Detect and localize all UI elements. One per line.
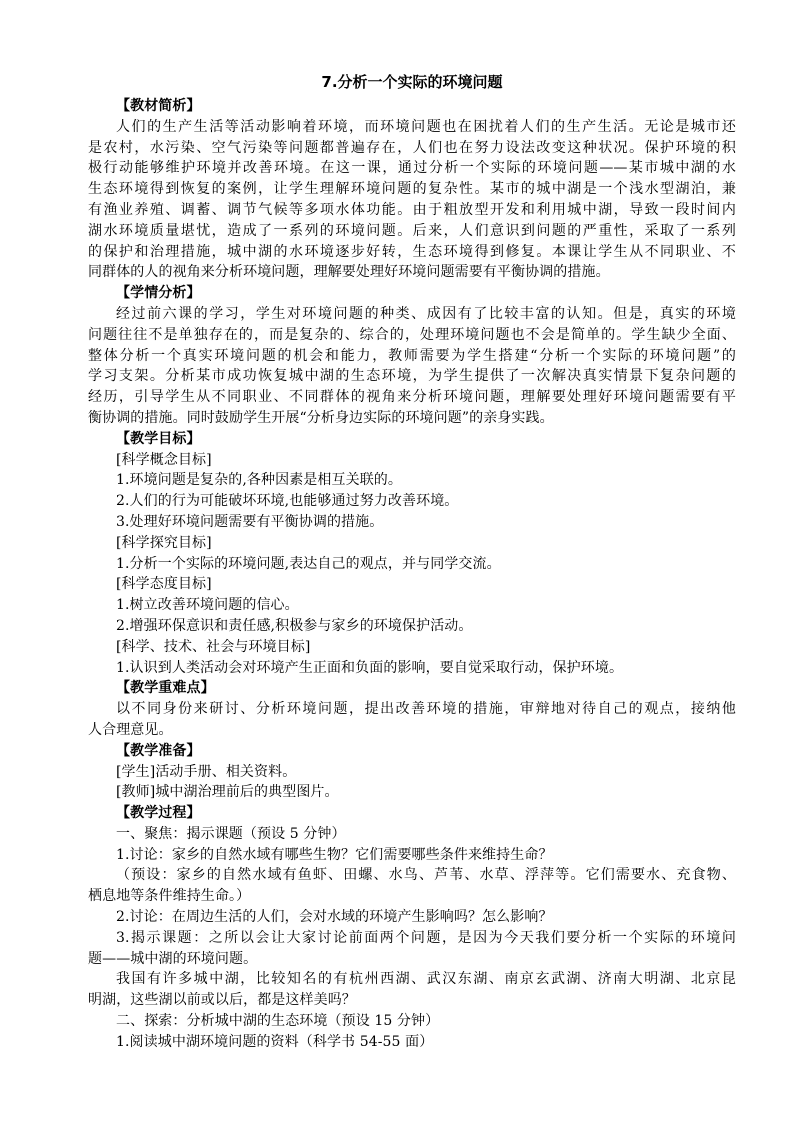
section-heading-learner-analysis: 【学情分析】 — [116, 285, 201, 302]
process-item: 1.讨论：家乡的自然水域有哪些生物？它们需要哪些条件来维持生命？ — [116, 846, 553, 863]
process-item: 栖息地等条件维持生命。） — [88, 888, 251, 905]
paragraph-line: 是农村，水污染、空气污染等问题都普遍存在，人们也在努力设法改变这种状况。保护环境的积 — [88, 139, 736, 156]
paragraph-line: 整体分析一个真实环境问题的机会和能力，教师需要为学生搭建“分析一个实际的环境问题”的 — [88, 347, 736, 364]
subheading-science-inquiry: [科学探究目标] — [116, 534, 212, 551]
paragraph-line: 人合理意见。 — [88, 721, 173, 738]
subheading-science-concept: [科学概念目标] — [116, 451, 212, 468]
process-item: 我国有许多城中湖，比较知名的有杭州西湖、武汉东湖、南京玄武湖、济南大明湖、北京昆 — [116, 971, 736, 988]
document-page — [88, 72, 736, 1053]
section-heading-key-points: 【教学重难点】 — [116, 680, 215, 697]
paragraph-line: 同群体的人的视角来分析环境问题，理解要处理好环境问题需要有平衡协调的措施。 — [88, 264, 610, 281]
document-title: 7.分析一个实际的环境问题 — [321, 73, 503, 91]
goal-item: 1.树立改善环境问题的信心。 — [116, 597, 299, 614]
prep-item-student: [学生]活动手册、相关资料。 — [116, 763, 297, 780]
process-item: 题——城中湖的环境问题。 — [88, 950, 258, 967]
process-item: （预设：家乡的自然水域有鱼虾、田螺、水鸟、芦苇、水草、浮萍等。它们需要水、充食物、 — [116, 867, 736, 884]
paragraph-line: 生态环境得到恢复的案例，让学生理解环境问题的复杂性。某市的城中湖是一个浅水型湖泊，兼 — [88, 181, 736, 198]
goal-item: 2.人们的行为可能破坏环境,也能够通过努力改善环境。 — [116, 493, 459, 510]
goal-item: 1.分析一个实际的环境问题,表达自己的观点，并与同学交流。 — [116, 555, 501, 572]
goal-item: 1.认识到人类活动会对环境产生正面和负面的影响，要自觉采取行动，保护环境。 — [116, 659, 624, 676]
paragraph-line: 有渔业养殖、调蓄、调节气候等多项水体功能。由于粗放型开发和利用城中湖，导致一段时间内 — [88, 201, 736, 218]
section-heading-preparation: 【教学准备】 — [116, 742, 201, 759]
process-item: 1.阅读城中湖环境问题的资料（科学书 54-55 面） — [116, 1033, 434, 1050]
paragraph-line: 的保护和治理措施，城中湖的水环境逐步好转，生态环境得到修复。本课让学生从不同职业、不 — [88, 243, 736, 260]
section-heading-teaching-goals: 【教学目标】 — [116, 430, 201, 447]
subheading-sts: [科学、技术、社会与环境目标] — [116, 638, 311, 655]
goal-item: 3.处理好环境问题需要有平衡协调的措施。 — [116, 513, 384, 530]
goal-item: 2.增强环保意识和责任感,积极参与家乡的环境保护活动。 — [116, 617, 473, 634]
paragraph-line: 以不同身份来研讨、分析环境问题，提出改善环境的措施，审辩地对待自己的观点，接纳他 — [116, 701, 736, 718]
prep-item-teacher: [教师]城中湖治理前后的典型图片。 — [116, 784, 339, 801]
paragraph-line: 湖水环境质量堪忧，造成了一系列的环境问题。后来，人们意识到问题的严重性，采取了一系列 — [88, 222, 736, 239]
process-item: 明湖，这些湖以前或以后，都是这样美吗？ — [88, 992, 356, 1009]
section-heading-textbook-analysis: 【教材简析】 — [116, 98, 201, 114]
paragraph-line: 极行动能够维护环境并改善环境。在这一课，通过分析一个实际的环境问题——某市城中湖的水 — [88, 160, 736, 177]
paragraph-line: 经过前六课的学习，学生对环境问题的种类、成因有了比较丰富的认知。但是，真实的环境 — [116, 305, 736, 322]
paragraph-line: 经历，引导学生从不同职业、不同群体的视角来分析环境问题，理解要处理好环境问题需要有平 — [88, 389, 736, 406]
process-step-title: 一、聚焦：揭示课题（预设 5 分钟） — [116, 825, 346, 842]
process-item: 3.揭示课题：之所以会让大家讨论前面两个问题，是因为今天我们要分析一个实际的环境问 — [116, 929, 736, 946]
subheading-science-attitude: [科学态度目标] — [116, 576, 212, 593]
process-step-title: 二、探索：分析城中湖的生态环境（预设 15 分钟） — [116, 1013, 440, 1030]
goal-item: 1.环境问题是复杂的,各种因素是相互关联的。 — [116, 472, 403, 489]
process-item: 2.讨论：在周边生活的人们，会对水域的环境产生影响吗？怎么影响？ — [116, 909, 553, 926]
paragraph-line: 人们的生产生活等活动影响着环境，而环境问题也在困扰着人们的生产生活。无论是城市还 — [116, 118, 736, 135]
paragraph-line: 衡协调的措施。同时鼓励学生开展“分析身边实际的环境问题”的亲身实践。 — [88, 409, 554, 426]
paragraph-line: 学习支架。分析某市成功恢复城中湖的生态环境，为学生提供了一次解决真实情景下复杂问题的 — [88, 368, 736, 385]
paragraph-line: 问题往往不是单独存在的，而是复杂的、综合的，处理环境问题也不会是简单的。学生缺少全面、 — [88, 326, 736, 343]
section-heading-teaching-process: 【教学过程】 — [116, 805, 201, 822]
